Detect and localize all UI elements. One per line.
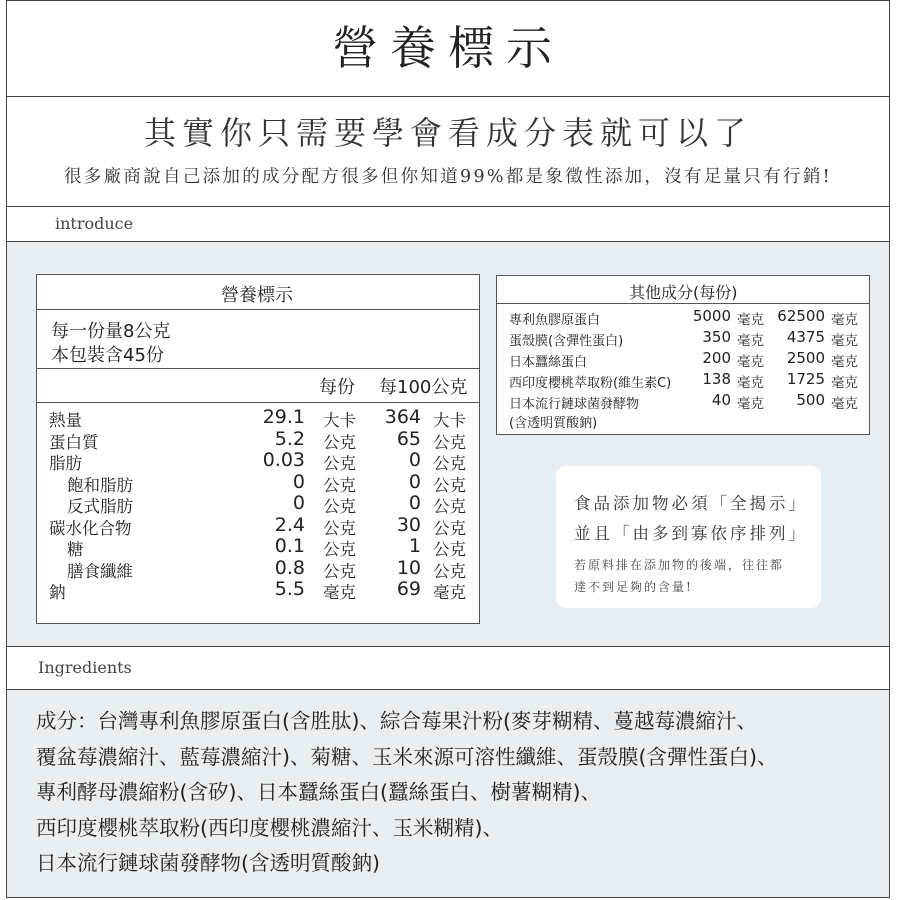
amount-per-100g: 4375 bbox=[786, 328, 825, 346]
ingredient-name: 西印度櫻桃萃取粉(維生素C) bbox=[509, 376, 672, 391]
per-serving-value: 29.1 bbox=[262, 406, 305, 428]
nutrient-name: 飽和脂肪 bbox=[67, 475, 133, 495]
ingredient-name: 日本流行鏈球菌發酵物 bbox=[509, 397, 640, 412]
amount-unit: 毫克 bbox=[831, 396, 858, 412]
ingredients-line: 西印度櫻桃萃取粉(西印度櫻桃濃縮汁、玉米糊精)、 bbox=[36, 815, 503, 840]
additive-note-card bbox=[556, 466, 821, 608]
nutrition-row bbox=[37, 493, 479, 515]
ingredients-text bbox=[36, 704, 876, 882]
per-serving-value: 0 bbox=[292, 470, 305, 493]
col-per-100g: 每100公克 bbox=[379, 377, 468, 398]
other-row bbox=[497, 391, 869, 431]
amount-per-serving: 40 bbox=[711, 391, 731, 409]
amount-per-serving: 5000 bbox=[692, 307, 731, 325]
amount-unit: 毫克 bbox=[737, 396, 764, 412]
nutrition-row bbox=[37, 407, 479, 429]
ingredient-name-continued: (含透明質酸鈉) bbox=[509, 416, 598, 431]
other-row bbox=[497, 328, 869, 349]
other-table-title: 其他成分(每份) bbox=[629, 283, 738, 302]
other-row bbox=[497, 370, 869, 391]
per-100g-value: 0 bbox=[408, 470, 421, 493]
amount-per-100g: 2500 bbox=[786, 349, 825, 367]
ingredient-name: 專利魚膠原蛋白 bbox=[509, 313, 601, 328]
nutrition-table-header bbox=[37, 275, 479, 310]
amount-unit: 毫克 bbox=[737, 354, 764, 370]
ingredient-name: 日本蠶絲蛋白 bbox=[509, 355, 588, 370]
amount-per-100g: 1725 bbox=[786, 370, 825, 388]
per-100g-unit: 公克 bbox=[433, 540, 466, 559]
ingredients-line: 專利酵母濃縮粉(含矽)、日本蠶絲蛋白(蠶絲蛋白、樹薯糊精)、 bbox=[36, 780, 601, 805]
amount-unit: 毫克 bbox=[737, 333, 764, 349]
amount-per-serving: 138 bbox=[702, 370, 731, 388]
per-serving-value: 5.2 bbox=[274, 427, 305, 450]
nutrition-row bbox=[37, 579, 479, 601]
per-100g-unit: 大卡 bbox=[433, 411, 466, 430]
servings-per-pack: 本包裝含45份 bbox=[51, 345, 164, 366]
nutrient-name: 膳食纖維 bbox=[67, 561, 133, 581]
per-serving-value: 0.03 bbox=[262, 449, 305, 471]
other-ingredients-table bbox=[496, 275, 870, 435]
section-label-introduce: introduce bbox=[55, 214, 134, 233]
per-100g-value: 0 bbox=[408, 449, 421, 471]
per-serving-value: 0 bbox=[292, 492, 305, 514]
amount-unit: 毫克 bbox=[737, 375, 764, 391]
per-100g-unit: 公克 bbox=[433, 432, 466, 452]
divider-ingredients bbox=[6, 689, 890, 690]
note-small-2: 達不到足夠的含量! bbox=[574, 580, 693, 594]
nutrient-name: 熱量 bbox=[49, 411, 82, 430]
per-serving-unit: 公克 bbox=[323, 540, 356, 559]
per-serving-unit: 公克 bbox=[323, 454, 356, 473]
nutrient-name: 脂肪 bbox=[49, 454, 82, 473]
per-100g-unit: 毫克 bbox=[433, 583, 466, 602]
per-serving-value: 2.4 bbox=[274, 513, 305, 536]
per-serving-unit: 公克 bbox=[323, 432, 356, 452]
amount-unit: 毫克 bbox=[831, 312, 858, 328]
divider-introduce bbox=[6, 241, 890, 242]
amount-per-serving: 350 bbox=[702, 328, 731, 346]
nutrient-name: 糖 bbox=[67, 540, 84, 559]
divider-title bbox=[6, 96, 890, 97]
nutrient-name: 鈉 bbox=[49, 583, 66, 602]
per-100g-value: 30 bbox=[396, 513, 421, 536]
section-label-ingredients: Ingredients bbox=[38, 658, 132, 677]
nutrition-divider-1 bbox=[37, 368, 479, 369]
nutrient-name: 碳水化合物 bbox=[49, 518, 132, 538]
per-100g-value: 1 bbox=[408, 535, 421, 557]
nutrition-row bbox=[37, 536, 479, 558]
per-serving-value: 0.8 bbox=[274, 556, 305, 579]
per-100g-unit: 公克 bbox=[433, 475, 466, 495]
col-per-serving: 每份 bbox=[319, 377, 355, 398]
per-serving-unit: 公克 bbox=[323, 475, 356, 495]
note-line-1: 食品添加物必須「全揭示」 bbox=[574, 494, 808, 513]
per-serving-value: 5.5 bbox=[274, 578, 305, 600]
amount-per-serving: 200 bbox=[702, 349, 731, 367]
per-100g-unit: 公克 bbox=[433, 454, 466, 473]
ingredients-line: 覆盆莓濃縮汁、藍莓濃縮汁)、菊糖、玉米來源可溶性纖維、蛋殼膜(含彈性蛋白)、 bbox=[36, 744, 778, 769]
ingredients-line: 日本流行鏈球菌發酵物(含透明質酸鈉) bbox=[36, 851, 380, 876]
per-100g-value: 364 bbox=[384, 406, 421, 428]
note-small-1: 若原料排在添加物的後端，往往都 bbox=[574, 558, 785, 572]
amount-unit: 毫克 bbox=[831, 354, 858, 370]
amount-unit: 毫克 bbox=[737, 312, 764, 328]
amount-per-100g: 500 bbox=[796, 391, 825, 409]
per-100g-value: 65 bbox=[396, 427, 421, 450]
amount-per-100g: 62500 bbox=[777, 307, 825, 325]
divider-tagline bbox=[6, 206, 890, 207]
amount-unit: 毫克 bbox=[831, 375, 858, 391]
nutrition-row bbox=[37, 472, 479, 494]
other-row bbox=[497, 307, 869, 328]
per-100g-unit: 公克 bbox=[433, 497, 466, 516]
ingredient-name: 蛋殼膜(含彈性蛋白) bbox=[509, 334, 624, 349]
page-title: 營養標示 bbox=[332, 21, 564, 75]
divider-panel-bottom bbox=[6, 646, 890, 647]
other-table-header bbox=[497, 276, 869, 304]
other-row bbox=[497, 349, 869, 370]
per-100g-value: 10 bbox=[396, 556, 421, 579]
per-100g-unit: 公克 bbox=[433, 561, 466, 581]
ingredients-line: 成分：台灣專利魚膠原蛋白(含胜肽)、綜合莓果汁粉(麥芽糊精、蔓越莓濃縮汁、 bbox=[36, 709, 757, 733]
nutrition-row bbox=[37, 429, 479, 451]
page-tagline: 很多廠商說自己添加的成分配方很多但你知道99%都是象徵性添加，沒有足量只有行銷! bbox=[64, 167, 832, 187]
per-serving-value: 0.1 bbox=[274, 535, 305, 557]
note-line-2: 並且「由多到寡依序排列」 bbox=[574, 524, 808, 543]
serving-size: 每一份量8公克 bbox=[51, 321, 171, 342]
per-serving-unit: 公克 bbox=[323, 497, 356, 516]
page-subtitle: 其實你只需要學會看成分表就可以了 bbox=[143, 114, 752, 152]
nutrition-table-title: 營養標示 bbox=[221, 285, 293, 306]
nutrition-divider-2 bbox=[37, 402, 479, 403]
nutrition-row bbox=[37, 450, 479, 472]
nutrition-row bbox=[37, 558, 479, 580]
amount-unit: 毫克 bbox=[831, 333, 858, 349]
per-serving-unit: 毫克 bbox=[323, 583, 356, 602]
per-serving-unit: 公克 bbox=[323, 518, 356, 538]
per-serving-unit: 公克 bbox=[323, 561, 356, 581]
per-100g-value: 69 bbox=[396, 578, 421, 600]
per-serving-unit: 大卡 bbox=[323, 411, 356, 430]
per-100g-value: 0 bbox=[408, 492, 421, 514]
nutrition-row bbox=[37, 515, 479, 537]
per-100g-unit: 公克 bbox=[433, 518, 466, 538]
nutrition-table bbox=[36, 274, 480, 624]
nutrient-name: 蛋白質 bbox=[49, 432, 99, 452]
nutrient-name: 反式脂肪 bbox=[67, 497, 133, 516]
